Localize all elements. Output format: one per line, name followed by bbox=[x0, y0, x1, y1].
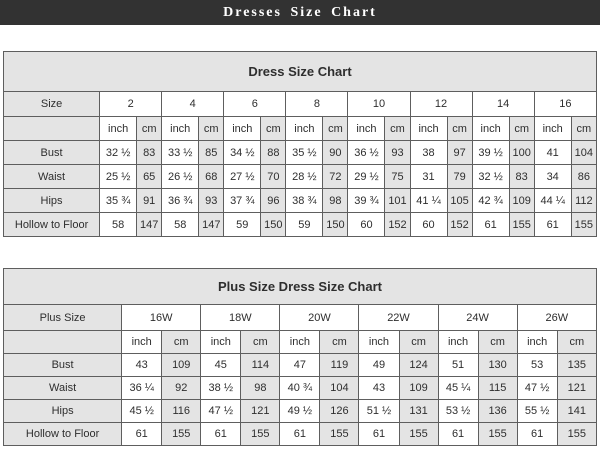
row-label: Waist bbox=[4, 165, 100, 189]
table-row bbox=[4, 213, 597, 237]
row-label: Hollow to Floor bbox=[4, 213, 100, 237]
data-cell-cm: 68 bbox=[199, 165, 224, 189]
data-cell-cm: 70 bbox=[261, 165, 286, 189]
unit-header-cell-inch: inch bbox=[100, 117, 137, 141]
data-cell-cm: 91 bbox=[137, 189, 162, 213]
data-cell-inch: 61 bbox=[472, 213, 509, 237]
unit-header-cell-inch: inch bbox=[517, 331, 557, 354]
data-cell-cm: 83 bbox=[137, 141, 162, 165]
unit-header-cell-cm: cm bbox=[320, 331, 359, 354]
data-cell-cm: 92 bbox=[162, 377, 201, 400]
data-cell-cm: 150 bbox=[261, 213, 286, 237]
data-cell-cm: 155 bbox=[557, 423, 596, 446]
data-cell-cm: 155 bbox=[509, 213, 534, 237]
data-cell-inch: 45 ¼ bbox=[438, 377, 478, 400]
size-header-cell: 12 bbox=[410, 92, 472, 117]
data-cell-inch: 61 bbox=[534, 213, 571, 237]
unit-header-cell-cm: cm bbox=[399, 331, 438, 354]
data-cell-inch: 61 bbox=[359, 423, 399, 446]
data-cell-cm: 79 bbox=[447, 165, 472, 189]
data-cell-cm: 109 bbox=[509, 189, 534, 213]
page-header-bar bbox=[0, 0, 600, 25]
table-row bbox=[4, 165, 597, 189]
row-label: Hips bbox=[4, 189, 100, 213]
data-cell-inch: 33 ½ bbox=[162, 141, 199, 165]
data-cell-cm: 150 bbox=[323, 213, 348, 237]
size-header-cell: 24W bbox=[438, 305, 517, 331]
data-cell-inch: 36 ¼ bbox=[122, 377, 162, 400]
data-cell-inch: 61 bbox=[517, 423, 557, 446]
data-cell-cm: 72 bbox=[323, 165, 348, 189]
data-cell-inch: 45 bbox=[201, 354, 241, 377]
data-cell-inch: 36 ½ bbox=[348, 141, 385, 165]
data-cell-inch: 61 bbox=[438, 423, 478, 446]
data-cell-cm: 155 bbox=[478, 423, 517, 446]
unit-header-cell-inch: inch bbox=[472, 117, 509, 141]
size-corner-label: Size bbox=[4, 92, 100, 117]
unit-header-cell-inch: inch bbox=[534, 117, 571, 141]
data-cell-inch: 43 bbox=[122, 354, 162, 377]
data-cell-cm: 115 bbox=[478, 377, 517, 400]
data-cell-cm: 121 bbox=[241, 400, 280, 423]
table-row bbox=[4, 354, 597, 377]
unit-header-cell-cm: cm bbox=[199, 117, 224, 141]
data-cell-cm: 86 bbox=[571, 165, 596, 189]
size-header-cell: 16W bbox=[122, 305, 201, 331]
data-cell-cm: 155 bbox=[320, 423, 359, 446]
data-cell-inch: 47 bbox=[280, 354, 320, 377]
data-cell-inch: 60 bbox=[410, 213, 447, 237]
data-cell-inch: 51 bbox=[438, 354, 478, 377]
data-cell-cm: 152 bbox=[385, 213, 410, 237]
table-row bbox=[4, 141, 597, 165]
data-cell-inch: 28 ½ bbox=[286, 165, 323, 189]
data-cell-cm: 155 bbox=[399, 423, 438, 446]
data-cell-inch: 45 ½ bbox=[122, 400, 162, 423]
row-label: Hollow to Floor bbox=[4, 423, 122, 446]
data-cell-inch: 36 ¾ bbox=[162, 189, 199, 213]
data-cell-cm: 126 bbox=[320, 400, 359, 423]
unit-header-cell-inch: inch bbox=[359, 331, 399, 354]
data-cell-inch: 43 bbox=[359, 377, 399, 400]
data-cell-cm: 112 bbox=[571, 189, 596, 213]
data-cell-inch: 61 bbox=[122, 423, 162, 446]
data-cell-cm: 104 bbox=[320, 377, 359, 400]
size-corner-label: Plus Size bbox=[4, 305, 122, 331]
unit-header-cell-inch: inch bbox=[280, 331, 320, 354]
data-cell-cm: 130 bbox=[478, 354, 517, 377]
unit-header-cell-inch: inch bbox=[438, 331, 478, 354]
data-cell-inch: 61 bbox=[201, 423, 241, 446]
data-cell-cm: 105 bbox=[447, 189, 472, 213]
data-cell-cm: 135 bbox=[557, 354, 596, 377]
data-cell-cm: 116 bbox=[162, 400, 201, 423]
size-header-cell: 26W bbox=[517, 305, 596, 331]
data-cell-cm: 88 bbox=[261, 141, 286, 165]
size-header-cell: 14 bbox=[472, 92, 534, 117]
table-title: Dress Size Chart bbox=[4, 52, 597, 92]
data-cell-inch: 58 bbox=[100, 213, 137, 237]
table-row bbox=[4, 423, 597, 446]
data-cell-inch: 34 bbox=[534, 165, 571, 189]
data-cell-inch: 32 ½ bbox=[100, 141, 137, 165]
size-header-cell: 8 bbox=[286, 92, 348, 117]
data-cell-inch: 47 ½ bbox=[517, 377, 557, 400]
unit-header-cell-inch: inch bbox=[348, 117, 385, 141]
data-cell-inch: 58 bbox=[162, 213, 199, 237]
data-cell-inch: 61 bbox=[280, 423, 320, 446]
unit-header-cell-inch: inch bbox=[201, 331, 241, 354]
unit-header-cell-cm: cm bbox=[385, 117, 410, 141]
data-cell-cm: 155 bbox=[241, 423, 280, 446]
data-cell-cm: 100 bbox=[509, 141, 534, 165]
data-cell-inch: 29 ½ bbox=[348, 165, 385, 189]
data-cell-cm: 109 bbox=[162, 354, 201, 377]
unit-header-cell-cm: cm bbox=[323, 117, 348, 141]
data-cell-cm: 131 bbox=[399, 400, 438, 423]
data-cell-inch: 40 ¾ bbox=[280, 377, 320, 400]
unit-header-cell-inch: inch bbox=[410, 117, 447, 141]
data-cell-inch: 59 bbox=[224, 213, 261, 237]
data-cell-cm: 119 bbox=[320, 354, 359, 377]
data-cell-inch: 59 bbox=[286, 213, 323, 237]
data-cell-cm: 121 bbox=[557, 377, 596, 400]
data-cell-inch: 53 bbox=[517, 354, 557, 377]
size-header-cell: 20W bbox=[280, 305, 359, 331]
dress-size-chart-table bbox=[3, 51, 597, 237]
data-cell-inch: 51 ½ bbox=[359, 400, 399, 423]
data-cell-cm: 96 bbox=[261, 189, 286, 213]
page-title: Dresses Size Chart bbox=[223, 5, 377, 20]
data-cell-inch: 38 ½ bbox=[201, 377, 241, 400]
data-cell-inch: 47 ½ bbox=[201, 400, 241, 423]
plus-size-dress-size-chart-table bbox=[3, 268, 597, 446]
data-cell-cm: 152 bbox=[447, 213, 472, 237]
data-cell-cm: 155 bbox=[162, 423, 201, 446]
unit-header-cell-cm: cm bbox=[241, 331, 280, 354]
unit-header-cell-cm: cm bbox=[557, 331, 596, 354]
data-cell-cm: 93 bbox=[199, 189, 224, 213]
data-cell-cm: 104 bbox=[571, 141, 596, 165]
data-cell-inch: 41 ¼ bbox=[410, 189, 447, 213]
data-cell-inch: 31 bbox=[410, 165, 447, 189]
table-row bbox=[4, 400, 597, 423]
size-header-cell: 22W bbox=[359, 305, 438, 331]
unit-header-cell-inch: inch bbox=[286, 117, 323, 141]
size-header-cell: 18W bbox=[201, 305, 280, 331]
unit-corner-cell bbox=[4, 117, 100, 141]
data-cell-cm: 141 bbox=[557, 400, 596, 423]
data-cell-cm: 97 bbox=[447, 141, 472, 165]
data-cell-cm: 65 bbox=[137, 165, 162, 189]
data-cell-cm: 109 bbox=[399, 377, 438, 400]
size-header-cell: 16 bbox=[534, 92, 596, 117]
data-cell-inch: 37 ¾ bbox=[224, 189, 261, 213]
unit-header-cell-inch: inch bbox=[122, 331, 162, 354]
data-cell-inch: 39 ½ bbox=[472, 141, 509, 165]
data-cell-inch: 55 ½ bbox=[517, 400, 557, 423]
data-cell-cm: 136 bbox=[478, 400, 517, 423]
unit-header-cell-inch: inch bbox=[162, 117, 199, 141]
data-cell-cm: 124 bbox=[399, 354, 438, 377]
size-header-cell: 10 bbox=[348, 92, 410, 117]
unit-header-cell-cm: cm bbox=[162, 331, 201, 354]
unit-header-cell-cm: cm bbox=[509, 117, 534, 141]
data-cell-inch: 41 bbox=[534, 141, 571, 165]
data-cell-cm: 98 bbox=[241, 377, 280, 400]
data-cell-inch: 35 ½ bbox=[286, 141, 323, 165]
data-cell-cm: 75 bbox=[385, 165, 410, 189]
unit-header-cell-cm: cm bbox=[478, 331, 517, 354]
data-cell-cm: 93 bbox=[385, 141, 410, 165]
data-cell-inch: 32 ½ bbox=[472, 165, 509, 189]
data-cell-inch: 27 ½ bbox=[224, 165, 261, 189]
data-cell-cm: 147 bbox=[199, 213, 224, 237]
data-cell-inch: 35 ¾ bbox=[100, 189, 137, 213]
data-cell-inch: 39 ¾ bbox=[348, 189, 385, 213]
unit-header-cell-cm: cm bbox=[447, 117, 472, 141]
data-cell-inch: 42 ¾ bbox=[472, 189, 509, 213]
data-cell-cm: 83 bbox=[509, 165, 534, 189]
data-cell-inch: 49 bbox=[359, 354, 399, 377]
data-cell-inch: 44 ¼ bbox=[534, 189, 571, 213]
data-cell-cm: 155 bbox=[571, 213, 596, 237]
data-cell-cm: 114 bbox=[241, 354, 280, 377]
table-row bbox=[4, 189, 597, 213]
data-cell-inch: 26 ½ bbox=[162, 165, 199, 189]
data-cell-cm: 147 bbox=[137, 213, 162, 237]
data-cell-inch: 38 ¾ bbox=[286, 189, 323, 213]
size-header-cell: 2 bbox=[100, 92, 162, 117]
data-cell-cm: 98 bbox=[323, 189, 348, 213]
unit-corner-cell bbox=[4, 331, 122, 354]
data-cell-cm: 90 bbox=[323, 141, 348, 165]
table-row bbox=[4, 377, 597, 400]
data-cell-inch: 53 ½ bbox=[438, 400, 478, 423]
unit-header-cell-inch: inch bbox=[224, 117, 261, 141]
data-cell-cm: 85 bbox=[199, 141, 224, 165]
unit-header-cell-cm: cm bbox=[137, 117, 162, 141]
data-cell-inch: 25 ½ bbox=[100, 165, 137, 189]
size-header-cell: 6 bbox=[224, 92, 286, 117]
data-cell-inch: 49 ½ bbox=[280, 400, 320, 423]
data-cell-inch: 38 bbox=[410, 141, 447, 165]
unit-header-cell-cm: cm bbox=[571, 117, 596, 141]
row-label: Hips bbox=[4, 400, 122, 423]
row-label: Waist bbox=[4, 377, 122, 400]
unit-header-cell-cm: cm bbox=[261, 117, 286, 141]
size-header-cell: 4 bbox=[162, 92, 224, 117]
row-label: Bust bbox=[4, 141, 100, 165]
row-label: Bust bbox=[4, 354, 122, 377]
data-cell-cm: 101 bbox=[385, 189, 410, 213]
table-title: Plus Size Dress Size Chart bbox=[4, 269, 597, 305]
data-cell-inch: 34 ½ bbox=[224, 141, 261, 165]
data-cell-inch: 60 bbox=[348, 213, 385, 237]
